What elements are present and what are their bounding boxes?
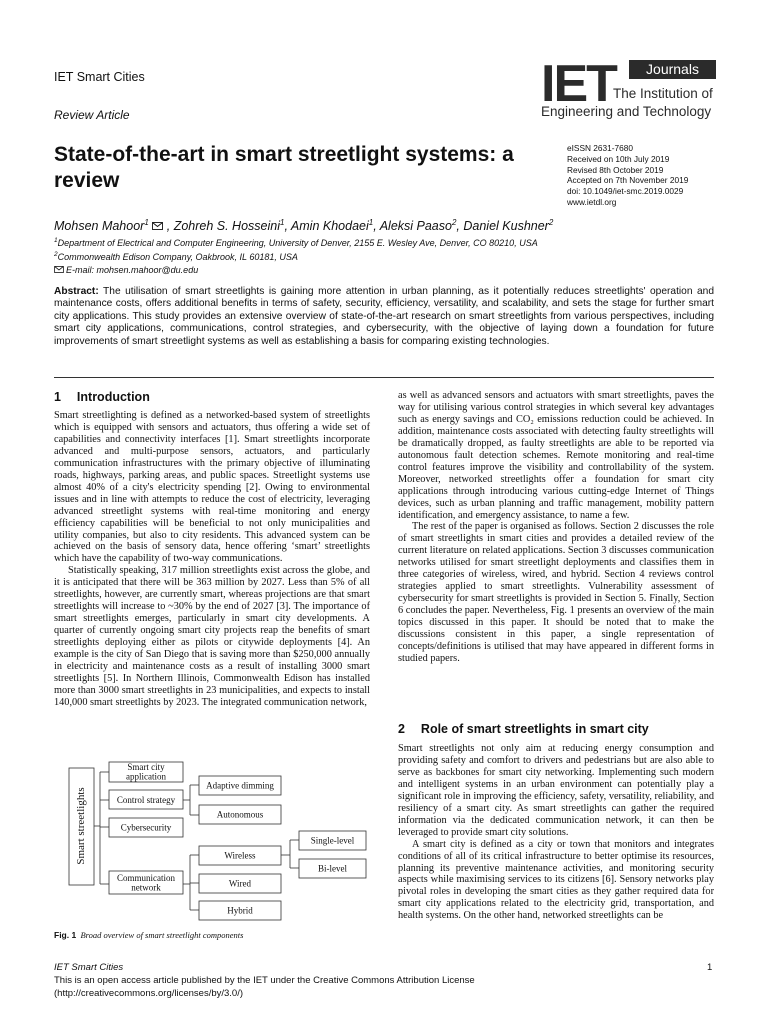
article-meta bbox=[567, 143, 688, 208]
paragraph: Smart streetlights not only aim at reducing energy consumption and providing safety and comfort to drivers and pedestrians but are also able to serve as backbones for smart city networking. Implementing such modern and intelligent systems in an urban environment can potentially play a significant role in improving the efficiency, safety, versatility, reliability, and resiliency of a smart city. As smart streetlights can gather the required information via the dedicated communication network, it can then be leveraged to provide smart city solutions. bbox=[398, 743, 714, 838]
fig-wireless-label: Wireless bbox=[224, 850, 256, 861]
caption-text: Broad overview of smart streetlight components bbox=[80, 930, 244, 940]
fig-adaptive-label: Adaptive dimming bbox=[206, 780, 274, 791]
meta-eissn: eISSN 2631-7680 bbox=[567, 143, 633, 153]
fig-control-label: Control strategy bbox=[116, 795, 176, 805]
author-name: , Amin Khodaei bbox=[284, 219, 369, 234]
meta-doi[interactable]: doi: 10.1049/iet-smc.2019.0029 bbox=[567, 186, 684, 197]
fig-single-level-label: Single-level bbox=[310, 835, 355, 846]
affil-text: Commonwealth Edison Company, Oakbrook, IL 60181, USA bbox=[57, 252, 298, 262]
logo-institution-line1: The Institution of bbox=[613, 86, 713, 101]
section-2-heading: 2 Role of smart streetlights in smart city bbox=[398, 722, 649, 736]
license-line: This is an open access article published by the IET under the Creative Commons Attribution License bbox=[54, 975, 475, 986]
affiliation-2 bbox=[54, 251, 298, 262]
meta-website[interactable]: www.ietdl.org bbox=[567, 196, 617, 207]
caption-label: Fig. 1 bbox=[54, 930, 77, 940]
paragraph: A smart city is defined as a city or town that monitors and integrates conditions of all of its critical infrastructure to better optimise its resources, planning its preventive maintenance activities, and monitoring security aspects while maximising services to its citizens [6]. Sensory networks play pivotal roles in developing the smart cities as they gather required data for smart city applications related to the electricity grid, transportation, and health systems. On the other hand, networked streetlights can be bbox=[398, 838, 714, 922]
fig-cyber-label: Cybersecurity bbox=[120, 822, 172, 833]
abstract-divider bbox=[54, 377, 714, 378]
right-column-text-2 bbox=[398, 743, 714, 922]
author-affil-mark: 1 bbox=[144, 218, 149, 227]
logo-iet-text: IET bbox=[541, 55, 616, 113]
fig-bi-level-label: Bi-level bbox=[318, 863, 347, 874]
iet-journals-logo bbox=[541, 55, 716, 122]
section-1-heading: 1 Introduction bbox=[54, 390, 150, 404]
meta-revised: Revised 8th October 2019 bbox=[567, 164, 664, 175]
affiliation-1 bbox=[54, 237, 538, 248]
email-text[interactable]: E-mail: mohsen.mahoor@du.edu bbox=[66, 265, 199, 275]
email-icon bbox=[54, 266, 64, 273]
fig-wired-label: Wired bbox=[228, 878, 252, 889]
page-number: 1 bbox=[707, 962, 713, 973]
footer-journal: IET Smart Cities bbox=[54, 962, 124, 973]
author-affil-mark: 2 bbox=[451, 218, 457, 227]
journal-name: IET Smart Cities bbox=[54, 70, 145, 84]
logo-institution-line2: Engineering and Technology bbox=[541, 104, 712, 119]
right-column-text-1 bbox=[398, 390, 714, 665]
fig-app-line2: application bbox=[126, 771, 166, 782]
left-column-text bbox=[54, 410, 370, 709]
paragraph: The rest of the paper is organised as follows. Section 2 discusses the role of smart streetlights in smart cities and provides a detailed review of the current literature on related applications. Section 3 discusses communication networks utilised for smart streetlight deployments and classifies them in three categories of wireless, wired, and hybrid. Section 4 reviews control strategies applied to smart streetlights. Vulnerability assessment of cybersecurity for smart streetlights is provided in Section 5. Finally, Section 6 concludes the paper. Nevertheless, Fig. 1 presents an overview of the main topics discussed in this paper. It should be noted that to make the discussions consistent in this paper, a single representation of concepts/definitions is utilised that may have appeared in different forms in studied papers. bbox=[398, 521, 714, 664]
abstract-text: The utilisation of smart streetlights is gaining more attention in urban planning, as it potentially reduces streetlights' operation and maintenance costs, offers additional benefits in terms of safety, security, efficiency, versatility, and scalability, and sets the stage for further smart city applications. This study provides an extensive overview of state-of-the-art research on smart streetlights from various perspectives, including smart city applications, communications, control strategies, and cybersecurity, with the objective of laying down a foundation for future improvements of smart streetlight systems as well as establishing a basis for comparing existing technologies. bbox=[54, 286, 714, 347]
fig-app-line1: Smart city bbox=[127, 762, 165, 772]
fig-comm-line2: network bbox=[131, 882, 161, 893]
logo-journals-label: Journals bbox=[629, 60, 716, 79]
license-link[interactable]: (http://creativecommons.org/licenses/by/3.0/) bbox=[54, 987, 244, 999]
author-list bbox=[54, 218, 553, 233]
affil-text: Department of Electrical and Computer Engineering, University of Denver, 2155 E. Wesley Ave, Denver, CO 80210, USA bbox=[57, 238, 538, 248]
corresponding-email bbox=[54, 265, 198, 275]
abstract bbox=[54, 286, 714, 348]
paper-title: State-of-the-art in smart streetlight systems: a review bbox=[54, 143, 514, 192]
email-icon bbox=[152, 219, 166, 233]
abstract-label: Abstract: bbox=[54, 286, 99, 297]
footer-license bbox=[54, 975, 475, 1000]
author-name: , Zohreh S. Hosseini bbox=[166, 219, 280, 234]
meta-accepted: Accepted on 7th November 2019 bbox=[567, 175, 689, 186]
author-affil-mark: 1 bbox=[368, 218, 374, 227]
author-name: , Daniel Kushner bbox=[456, 219, 549, 234]
author-affil-mark: 1 bbox=[280, 218, 285, 227]
paragraph: Statistically speaking, 317 million streetlights exist across the globe, and it is anticipated that there will be 363 million by 2027. Less than 5% of all streetlights, however, are currently smart, whereas projections are that smart streetlights will increase to ~30% by the end of 2027 [3]. The importance of smart streetlights emerges, particularly in smart city developments. A quarter of currently ongoing smart city projects reap the benefits of smart streetlights deploying either as pilots or citywide deployments [4]. An example is the city of San Diego that is saving more than $250,000 annually in electricity and maintenance costs as a result of installing 3000 smart streetlights [5]. In Northern Illinois, Commonwealth Edison has installed more than 3000 smart streetlights in 23 municipalities, and expects to install 140,000 smart streetlights by 2023. The integrated communication network, bbox=[54, 565, 370, 708]
affil-mark: 2 bbox=[54, 251, 58, 258]
affil-mark: 1 bbox=[54, 237, 58, 244]
fig-hybrid-label: Hybrid bbox=[227, 905, 253, 916]
meta-received: Received on 10th July 2019 bbox=[567, 153, 670, 164]
author-affil-mark: 2 bbox=[548, 218, 554, 227]
figure-1-caption bbox=[54, 930, 243, 940]
fig-comm-line1: Communication bbox=[117, 873, 175, 883]
fig-root-label: Smart streetlights bbox=[75, 787, 88, 865]
author-name: , Aleksi Paaso bbox=[373, 219, 452, 234]
paragraph: as well as advanced sensors and actuators with smart streetlights, paves the way for utilising various control strategies in which several key advantages such as energy savings and CO₂ emissions reduction could be achieved. In addition, maintenance costs associated with detecting faulty streetlights will be dramatically dropped, as faulty streetlights are able to be reported via autonomous fault detection schemes. Remote monitoring and real-time control features improve the visibility and controllability of the system. Moreover, networked streetlights offer a foundation for smart city applications through introducing various cutting-edge Internet of Things devices, such as urban planning and traffic management, mobility pattern identification, and emergency assistance, to name a few. bbox=[398, 390, 714, 521]
paragraph: Smart streetlighting is defined as a networked-based system of streetlights which is equipped with sensors and actuators, thus offering a wide set of capabilities and connectivity interfaces [1]. Smart streetlights incorporate advanced and multi-purpose sensors, actuators, and particularly communication infrastructures with the primary objective of illuminating roads, highways, parking areas, and public spaces. Streetlight systems use almost 40% of a city's electricity spending [2]. Owing to environmental issues and in line with attempts to reduce the cost of electricity, leveraging advanced streetlight systems with real-time monitoring and energy efficiency capabilities will be beneficial to not only municipalities and utility companies, but also to city residents. This advanced system can be achieved on the basis of sensory data, hence offering ‘smart’ streetlights which have the capability of two-way communications. bbox=[54, 410, 370, 565]
fig-autonomous-label: Autonomous bbox=[216, 809, 264, 820]
article-type: Review Article bbox=[54, 108, 130, 122]
figure-1-diagram bbox=[54, 760, 370, 925]
author-name: Mohsen Mahoor bbox=[54, 219, 145, 234]
